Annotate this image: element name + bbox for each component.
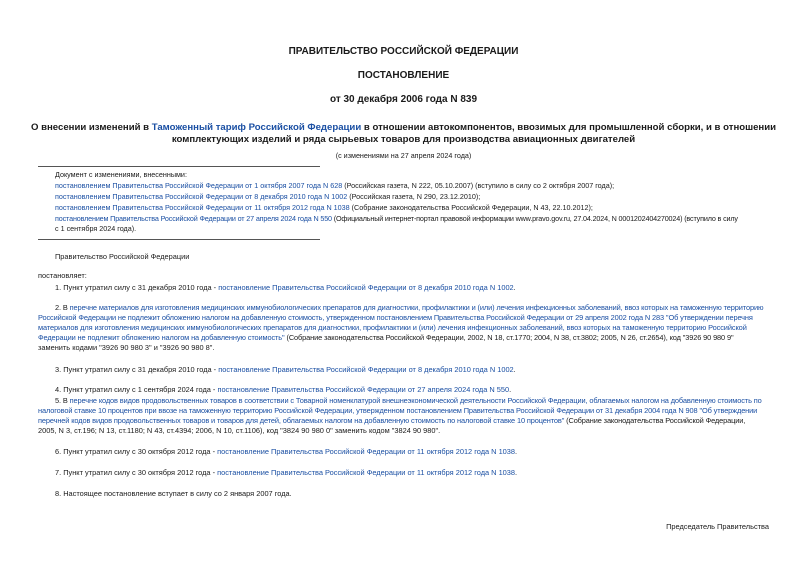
paragraph-text: 7. Пункт утратил силу с 30 октября 2012 года -	[55, 468, 218, 477]
paragraph-2-line5: заменить кодами "3926 90 980 3" и "3926 90 980 8".	[38, 343, 215, 352]
paragraph-end: .	[515, 468, 518, 477]
changes-note: (с изменениями на 27 апреля 2024 года)	[335, 151, 472, 160]
paragraph-6-link[interactable]: постановление Правительства Российской Федерации от 11 октября 2012 года N 1038	[217, 447, 516, 456]
paragraph-3	[55, 365, 516, 376]
title-text-start: О внесении изменений в	[30, 122, 152, 133]
paragraph-5-line4: 2005, N 3, ст.196; N 13, ст.1180; N 43, ст.4394; 2006, N 10, ст.1106), код "3824 90 980 0" заменить кодом "3824 90 980".	[38, 426, 441, 435]
paragraph-text: 6. Пункт утратил силу с 30 октября 2012 года -	[55, 447, 218, 456]
amendment-text-continued: с 1 сентября 2024 года).	[55, 224, 137, 233]
document-type: ПОСТАНОВЛЕНИЕ	[357, 70, 450, 81]
amendment-text: (Российская газета, N 290, 23.12.2010);	[347, 192, 481, 201]
paragraph-5-link-line2[interactable]: налоговой ставке 10 процентов при ввозе на таможенную территорию Российской Федерации, утвержденном постановлением Правительства Российской Федерации от 31 декабря 2004 года N 908 "Об утверждении	[38, 406, 758, 415]
document-title-line2: комплектующих изделий и ряда сырьевых товаров для производства авиационных двигателей	[171, 134, 636, 145]
amendment-link-550[interactable]: постановлением Правительства Российской Федерации от 27 апреля 2024 года N 550	[55, 214, 332, 223]
paragraph-text: (Собрание законодательства Российской Федерации,	[564, 416, 746, 425]
body-decrees: постановляет:	[38, 271, 87, 280]
amendment-item	[55, 192, 480, 202]
paragraph-4	[55, 385, 511, 396]
paragraph-2-line1	[55, 303, 763, 314]
title-text-end: в отношении автокомпонентов, ввозимых для промышленной сборки, и в отношении	[361, 122, 777, 133]
paragraph-text: 5. В	[55, 396, 70, 405]
paragraph-text: 1. Пункт утратил силу с 31 декабря 2010 года -	[55, 283, 219, 292]
document-title	[0, 122, 807, 134]
paragraph-8: 8. Настоящее постановление вступает в силу со 2 января 2007 года.	[55, 489, 292, 498]
paragraph-7-link[interactable]: постановление Правительства Российской Федерации от 11 октября 2012 года N 1038	[217, 468, 516, 477]
amendment-text: (Российская газета, N 222, 05.10.2007) (вступило в силу со 2 октября 2007 года);	[342, 181, 615, 190]
amendment-link-628[interactable]: постановлением Правительства Российской Федерации от 1 октября 2007 года N 628	[55, 181, 343, 190]
paragraph-4-link[interactable]: постановление Правительства Российской Федерации от 27 апреля 2024 года N 550	[217, 385, 510, 394]
paragraph-7	[55, 468, 517, 479]
body-government: Правительство Российской Федерации	[55, 252, 190, 261]
paragraph-end: .	[513, 283, 516, 292]
document-date-number: от 30 декабря 2006 года N 839	[329, 94, 478, 105]
paragraph-end: .	[513, 365, 516, 374]
paragraph-2-link-line2[interactable]: Российской Федерации не подлежит обложению налогом на добавленную стоимость, утвержденном постановлением Правительства Российской Федерации от 29 апреля 2002 года N 283 "Об утверждении перечня	[38, 313, 753, 322]
amendments-intro: Документ с изменениями, внесенными:	[55, 170, 187, 179]
customs-tariff-link[interactable]: Таможенный тариф Российской Федерации	[151, 122, 362, 133]
paragraph-2-link-line3[interactable]: материалов для изготовления медицинских иммунобиологических препаратов для диагностики, профилактики и (или) лечения инфекционных заболеваний, ввоз которых на таможенную территорию Российской	[38, 323, 747, 332]
paragraph-2-link-line4[interactable]: Федерации не подлежит обложению налогом на добавленную стоимость"	[38, 333, 285, 342]
paragraph-3-link[interactable]: постановление Правительства Российской Федерации от 8 декабря 2010 года N 1002	[218, 365, 514, 374]
amendment-item	[55, 203, 593, 213]
paragraph-text: 2. В	[55, 303, 70, 312]
amendment-item	[55, 181, 614, 191]
paragraph-6	[55, 447, 517, 458]
divider-top	[38, 166, 320, 167]
paragraph-text: 4. Пункт утратил силу с 1 сентября 2024 года -	[55, 385, 218, 394]
signature: Председатель Правительства	[666, 522, 769, 531]
divider-bottom	[38, 239, 320, 240]
government-header: ПРАВИТЕЛЬСТВО РОССИЙСКОЙ ФЕДЕРАЦИИ	[288, 46, 519, 57]
paragraph-2-line4	[38, 333, 733, 344]
paragraph-1	[55, 283, 516, 294]
paragraph-5-link-line3[interactable]: перечней кодов видов продовольственных товаров и товаров для детей, облагаемых налогом на добавленную стоимость по налоговой ставке 10 процентов"	[38, 416, 565, 425]
amendment-text: (Официальный интернет-портал правовой информации www.pravo.gov.ru, 27.04.2024, N 0001202404270024) (вступило в силу	[331, 214, 738, 223]
amendment-link-1002[interactable]: постановлением Правительства Российской Федерации от 8 декабря 2010 года N 1002	[55, 192, 348, 201]
paragraph-5-line3	[38, 416, 745, 427]
paragraph-1-link[interactable]: постановление Правительства Российской Федерации от 8 декабря 2010 года N 1002	[218, 283, 514, 292]
paragraph-text: 3. Пункт утратил силу с 31 декабря 2010 года -	[55, 365, 219, 374]
paragraph-2-link[interactable]: перечне материалов для изготовления медицинских иммунобиологических препаратов для диагностики, профилактики и (или) лечения инфекционных заболеваний, ввоз которых на таможенную территорию	[69, 303, 764, 312]
paragraph-5-line1	[55, 396, 762, 407]
amendment-item	[55, 214, 738, 224]
paragraph-text: (Собрание законодательства Российской Федерации, 2002, N 18, ст.1770; 2004, N 38, ст.3802; 2005, N 26, ст.2654), код "3926 90 980 9"	[284, 333, 734, 342]
amendment-link-1038[interactable]: постановлением Правительства Российской Федерации от 11 октября 2012 года N 1038	[55, 203, 350, 212]
paragraph-end: .	[509, 385, 512, 394]
amendment-text: (Собрание законодательства Российской Федерации, N 43, 22.10.2012);	[349, 203, 593, 212]
paragraph-5-link[interactable]: перечне кодов видов продовольственных товаров в соответствии с Товарной номенклатурой внешнеэкономической деятельности Российской Федерации, облагаемых налогом на добавленную стоимость по	[69, 396, 762, 405]
paragraph-end: .	[515, 447, 518, 456]
